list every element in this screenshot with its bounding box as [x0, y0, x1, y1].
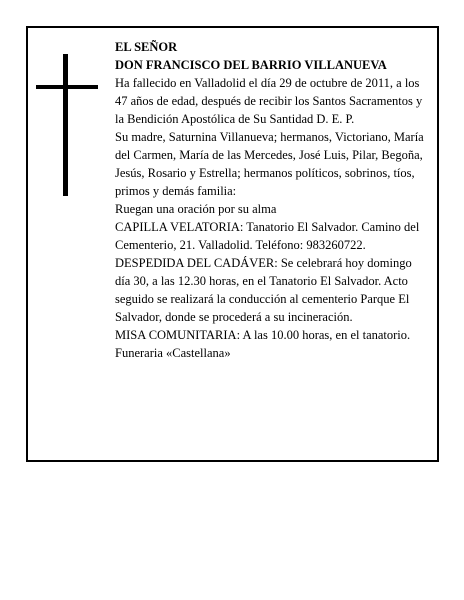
latin-cross-icon [36, 54, 98, 196]
cross-vertical-bar [63, 54, 68, 196]
deceased-name: DON FRANCISCO DEL BARRIO VILLANUEVA [115, 58, 387, 72]
farewell-info: DESPEDIDA DEL CADÁVER: Se celebrará hoy domingo día 30, a las 12.30 horas, en el Tanatorio El Salvador. Acto seguido se realizará la conducción al cementerio Parque El Salvador, donde se procederá a su incineración. [115, 256, 412, 324]
family-list: Su madre, Saturnina Villanueva; hermanos, Victoriano, María del Carmen, María de las Mercedes, José Luis, Pilar, Begoña, Jesús, Rosario y Estrella; hermanos políticos, sobrinos, tíos, primos y demás familia: [115, 130, 424, 198]
obituary-text [115, 38, 425, 362]
title-line-1: EL SEÑOR [115, 40, 178, 54]
cross-horizontal-bar [36, 85, 98, 89]
death-info: Ha fallecido en Valladolid el día 29 de octubre de 2011, a los 47 años de edad, después de recibir los Santos Sacramentos y la Bendición Apostólica de Su Santidad D. E. P. [115, 76, 423, 126]
funeral-home: Funeraria «Castellana» [115, 346, 231, 360]
chapel-info: CAPILLA VELATORIA: Tanatorio El Salvador. Camino del Cementerio, 21. Valladolid. Teléfono: 983260722. [115, 220, 420, 252]
prayer-request: Ruegan una oración por su alma [115, 202, 277, 216]
mass-info: MISA COMUNITARIA: A las 10.00 horas, en el tanatorio. [115, 328, 411, 342]
